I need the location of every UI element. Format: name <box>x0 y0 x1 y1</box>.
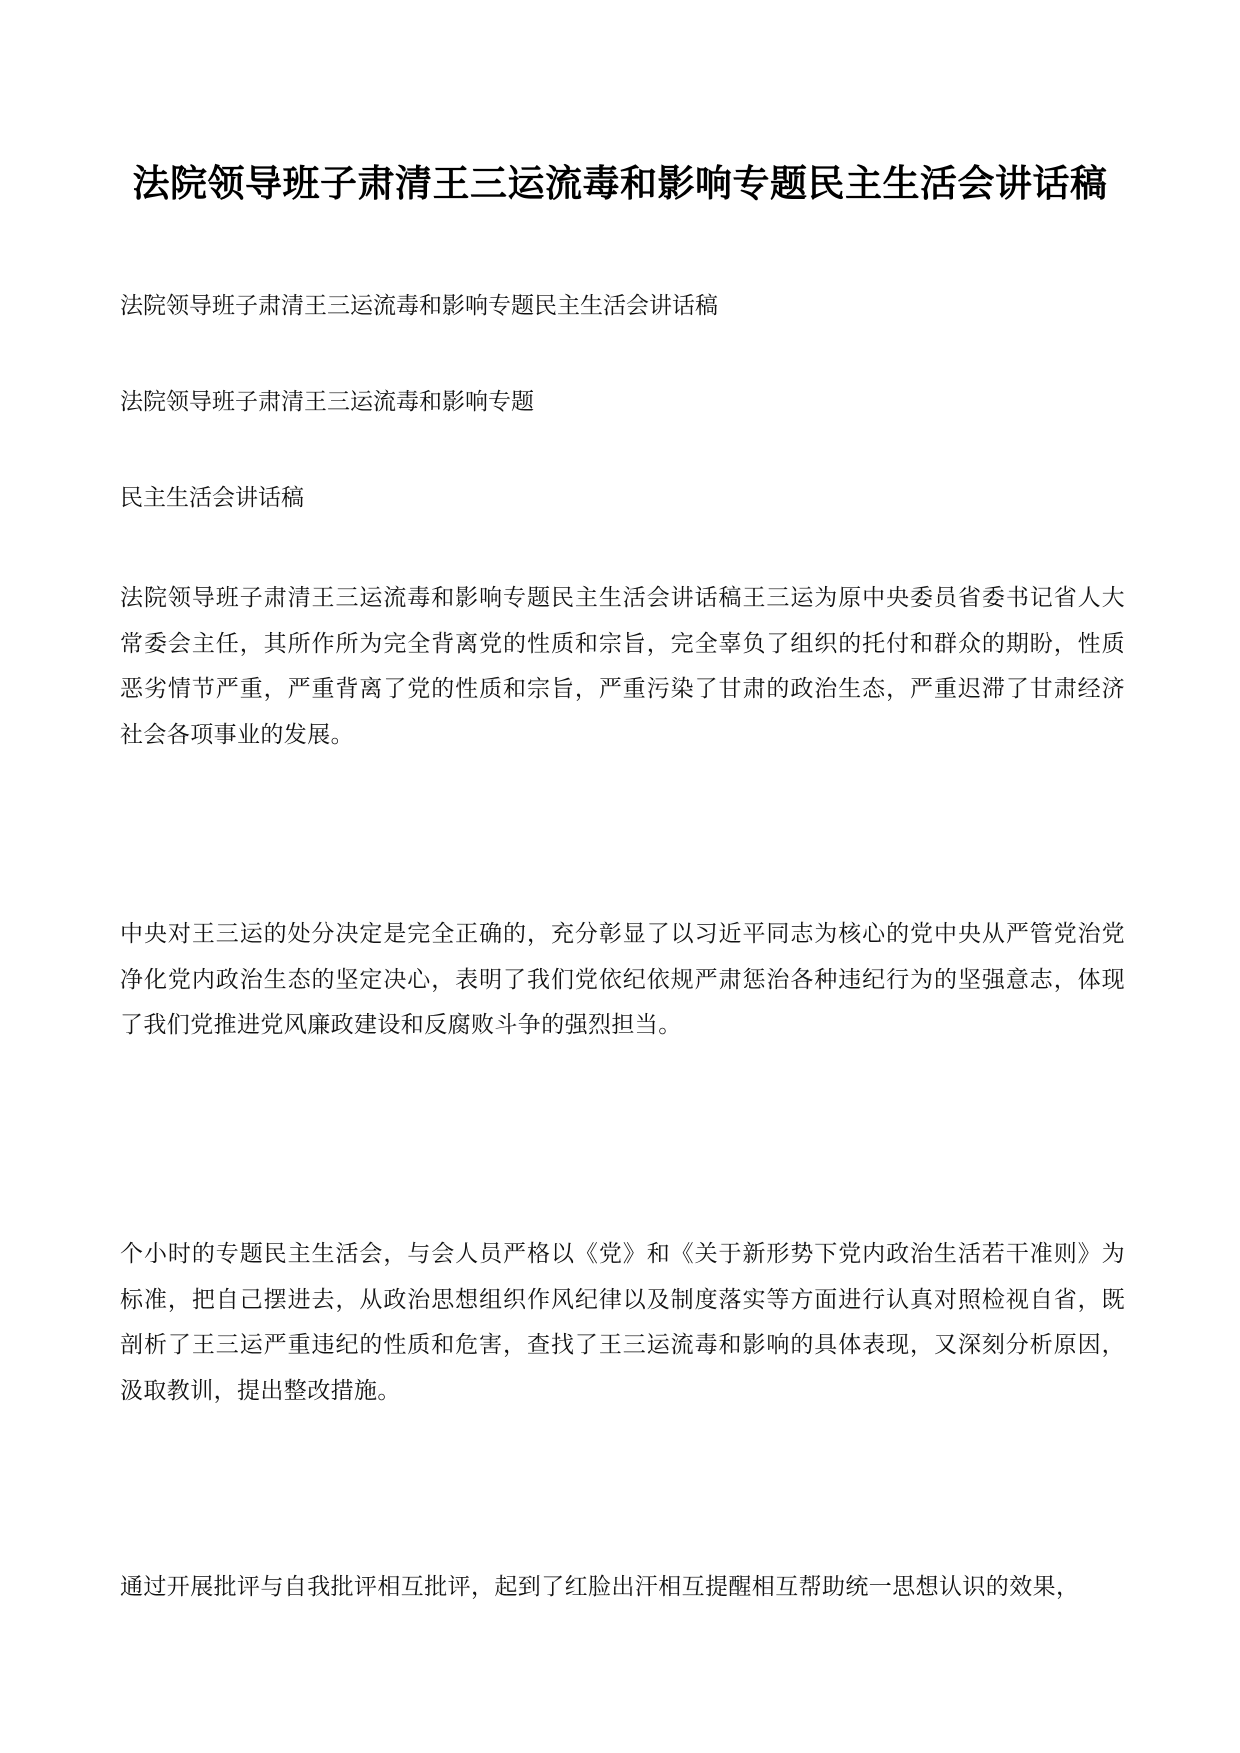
subtitle-line-3: 民主生活会讲话稿 <box>120 485 304 511</box>
body-paragraph-2: 中央对王三运的处分决定是完全正确的，充分彰显了以习近平同志为核心的党中央从严管党治党净化党内政治生态的坚定决心，表明了我们党依纪依规严肃惩治各种违纪行为的坚强意志，体现了我们党推进党风廉政建设和反腐败斗争的强烈担当。 <box>120 921 1125 1038</box>
body-paragraph-3: 个小时的专题民主生活会，与会人员严格以《党》和《关于新形势下党内政治生活若干准则》为标准，把自己摆进去，从政治思想组织作风纪律以及制度落实等方面进行认真对照检视自省，既剖析了王三运严重违纪的性质和危害，查找了王三运流毒和影响的具体表现，又深刻分析原因，汲取教训，提出整改措施。 <box>120 1241 1125 1404</box>
subtitle-line-2: 法院领导班子肃清王三运流毒和影响专题 <box>120 389 534 415</box>
document-title: 法院领导班子肃清王三运流毒和影响专题民主生活会讲话稿 <box>132 161 1108 205</box>
body-paragraph-1: 法院领导班子肃清王三运流毒和影响专题民主生活会讲话稿王三运为原中央委员省委书记省人大常委会主任，其所作所为完全背离党的性质和宗旨，完全辜负了组织的托付和群众的期盼，性质恶劣情节严重，严重背离了党的性质和宗旨，严重污染了甘肃的政治生态，严重迟滞了甘肃经济社会各项事业的发展。 <box>120 585 1125 748</box>
body-paragraph-4: 通过开展批评与自我批评相互批评，起到了红脸出汗相互提醒相互帮助统一思想认识的效果， <box>120 1574 1080 1600</box>
subtitle-line-1: 法院领导班子肃清王三运流毒和影响专题民主生活会讲话稿 <box>120 293 718 319</box>
